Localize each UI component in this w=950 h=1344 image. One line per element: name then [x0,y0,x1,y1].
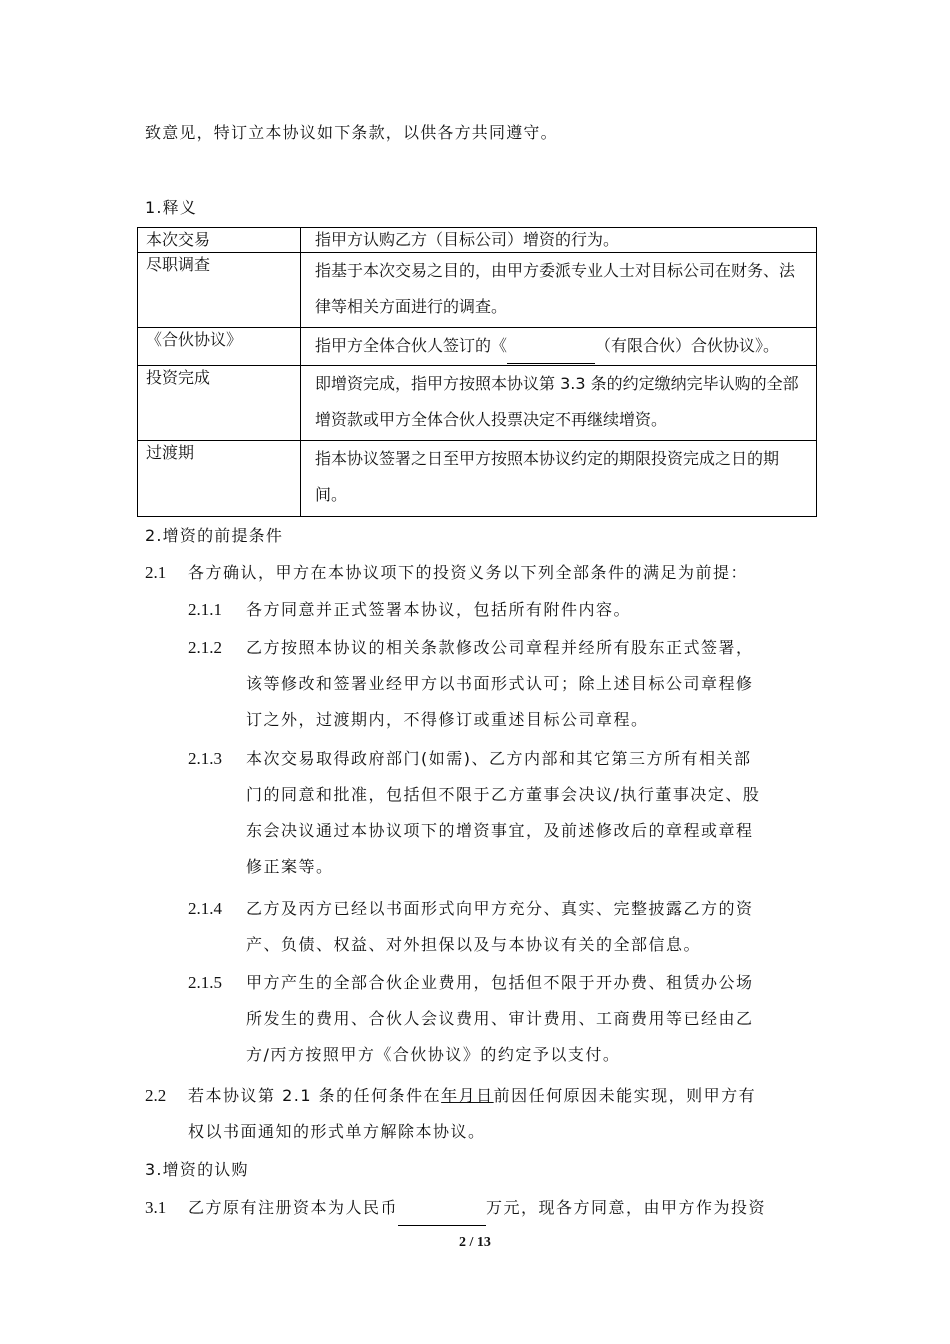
clause-number: 2.1.2 [188,638,222,657]
text-line: 该等修改和签署业经甲方以书面形式认可；除上述目标公司章程修 [246,674,754,693]
text-line: 甲方产生的全部合伙企业费用，包括但不限于开办费、租赁办公场 [246,973,754,992]
definition-text: 指甲方全体合伙人签订的《 [315,336,508,355]
clause-text [246,592,631,628]
text-line: 东会决议通过本协议项下的增资事宜，及前述修改后的章程或章程 [246,821,754,840]
definition-cell: 即增资完成，指甲方按照本协议第 3.3 条的约定缴纳完毕认购的全部增资款或甲方全体合伙人投票决定不再继续增资。 [301,366,817,441]
definition-cell: 指本协议签署之日至甲方按照本协议约定的期限投资完成之日的期间。 [301,441,817,517]
text-line: 所发生的费用、合伙人会议费用、审计费用、工商费用等已经由乙 [246,1009,754,1028]
date-placeholder: 年月日 [441,1086,494,1105]
clause-number: 2.1.1 [188,600,222,619]
term-cell: 尽职调查 [138,253,301,328]
text-line: 订之外，过渡期内，不得修订或重述目标公司章程。 [246,710,649,729]
definition-cell [301,328,817,366]
text-line: 门的同意和批准，包括但不限于乙方董事会决议/执行董事决定、股 [246,785,761,804]
clause-text [246,741,760,885]
fill-in-blank [398,1207,486,1226]
text-line: 各方同意并正式签署本协议，包括所有附件内容。 [246,600,632,619]
table-row [138,253,817,328]
section-1-heading: 1.释义 [145,198,198,217]
clause-number: 2.1.3 [188,749,222,768]
clause-text: 各方确认，甲方在本协议项下的投资义务以下列全部条件的满足为前提： [188,563,749,582]
intro-text: 致意见，特订立本协议如下条款，以供各方共同遵守。 [145,123,558,142]
text-line: 权以书面通知的形式单方解除本协议。 [188,1122,486,1141]
clause-number: 2.1.5 [188,973,222,992]
clause-text [246,630,754,738]
text-line: 乙方及丙方已经以书面形式向甲方充分、真实、完整披露乙方的资 [246,899,754,918]
clause-text [246,965,754,1073]
term-cell: 投资完成 [138,366,301,441]
fill-in-blank [507,345,595,364]
definitions-table [137,227,817,517]
clause-text [188,1078,756,1150]
text-fragment: 前因任何原因未能实现，则甲方有 [493,1086,757,1105]
definition-text: （有限合伙）合伙协议》。 [595,336,780,355]
clause-number: 2.1 [145,563,167,582]
text-line: 方/丙方按照甲方《合伙协议》的约定予以支付。 [246,1045,621,1064]
text-line: 产、负债、权益、对外担保以及与本协议有关的全部信息。 [246,935,702,954]
term-cell: 过渡期 [138,441,301,517]
clause-number: 2.1.4 [188,899,222,918]
table-row [138,441,817,517]
term-cell: 本次交易 [138,228,301,253]
text-fragment: 乙方原有注册资本为人民币 [188,1198,399,1217]
definition-cell: 指甲方认购乙方（目标公司）增资的行为。 [301,228,817,253]
table-row [138,328,817,366]
text-line: 修正案等。 [246,857,334,876]
clause-text [246,891,754,963]
definition-cell: 指基于本次交易之目的，由甲方委派专业人士对目标公司在财务、法律等相关方面进行的调查。 [301,253,817,328]
clause-text [188,1190,766,1226]
table-row [138,366,817,441]
term-cell: 《合伙协议》 [138,328,301,366]
clause-number: 2.2 [145,1086,167,1105]
text-fragment: 若本协议第 2.1 条的任何条件在 [188,1086,442,1105]
page-number: 2 / 13 [459,1235,491,1250]
text-fragment: 万元，现各方同意，由甲方作为投资 [486,1198,767,1217]
text-line: 本次交易取得政府部门(如需)、乙方内部和其它第三方所有相关部 [246,749,752,768]
clause-number: 3.1 [145,1198,167,1217]
table-row [138,228,817,253]
section-2-heading: 2.增资的前提条件 [145,526,284,545]
text-line [188,1078,756,1114]
text-line: 乙方按照本协议的相关条款修改公司章程并经所有股东正式签署， [246,638,754,657]
section-3-heading: 3.增资的认购 [145,1160,249,1179]
